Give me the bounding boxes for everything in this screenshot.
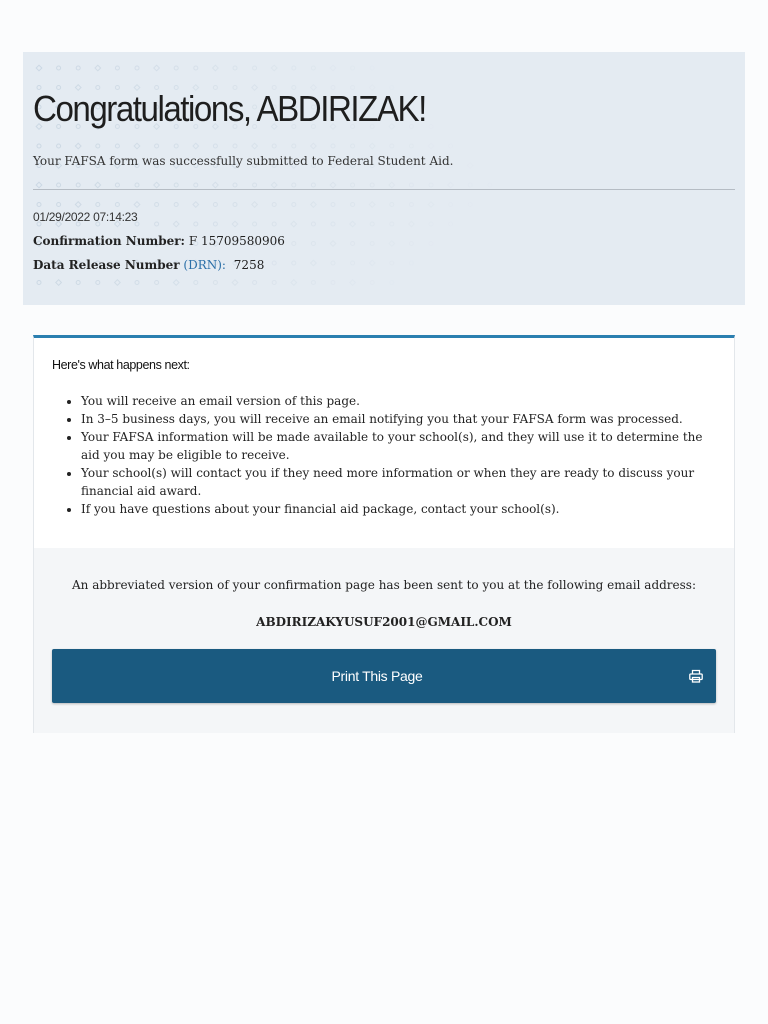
pattern-dot	[331, 261, 335, 265]
pattern-dot	[390, 222, 394, 226]
pattern-dot	[95, 182, 101, 188]
list-item: • Your FAFSA information will be made available to your school(s), and they will use it to determine the aid you may be eligible to receive.	[81, 428, 721, 464]
pattern-dot	[330, 182, 336, 188]
pattern-dot	[253, 183, 257, 187]
pattern-dot	[232, 280, 238, 286]
pattern-dot	[370, 242, 374, 246]
pattern-dot	[155, 281, 159, 285]
pattern-dot	[194, 222, 198, 226]
pattern-dot	[233, 203, 237, 207]
pattern-dot	[311, 242, 315, 246]
pattern-dot	[272, 222, 276, 226]
pattern-dot	[350, 280, 356, 286]
pattern-dot	[311, 222, 315, 226]
pattern-dot	[213, 222, 217, 226]
pattern-dot	[95, 65, 101, 71]
pattern-dot	[390, 261, 394, 265]
pattern-dot	[429, 222, 433, 226]
drn-link[interactable]: DRN	[188, 258, 218, 272]
pattern-dot	[311, 183, 315, 187]
pattern-dot	[57, 203, 61, 207]
email-address: ABDIRIZAKYUSUF2001@GMAIL.COM	[256, 615, 512, 629]
pattern-dot	[331, 203, 335, 207]
next-steps-card	[33, 335, 735, 733]
pattern-dot	[331, 281, 335, 285]
pattern-dot	[488, 183, 492, 187]
pattern-dot	[292, 183, 296, 187]
pattern-dot	[173, 280, 179, 286]
pattern-dot	[57, 66, 61, 70]
pattern-dot	[468, 183, 472, 187]
drn-value: 7258	[233, 258, 265, 272]
pattern-dot	[429, 183, 433, 187]
pattern-dot	[174, 203, 178, 207]
pattern-dot	[252, 143, 258, 149]
pattern-dot	[56, 280, 62, 286]
pattern-dot	[194, 281, 198, 285]
pattern-dot	[96, 144, 100, 148]
pattern-dot	[369, 202, 375, 208]
pattern-dot	[370, 66, 374, 70]
pattern-dot	[155, 203, 159, 207]
pattern-dot	[174, 183, 178, 187]
pattern-dot	[115, 66, 119, 70]
pattern-dot	[291, 221, 297, 227]
pattern-dot	[292, 261, 296, 265]
pattern-dot	[272, 144, 276, 148]
pattern-dot	[233, 144, 237, 148]
drn-row	[33, 258, 264, 272]
pattern-dot	[351, 261, 355, 265]
pattern-dot	[37, 281, 41, 285]
pattern-dot	[350, 221, 356, 227]
pattern-dot	[115, 183, 119, 187]
pattern-dot	[351, 144, 355, 148]
drn-label: Data Release Number	[33, 258, 180, 272]
pattern-dot	[311, 260, 317, 266]
pattern-dot	[449, 203, 453, 207]
pattern-dot	[272, 261, 276, 265]
pattern-dot	[154, 65, 160, 71]
pattern-dot	[213, 144, 217, 148]
pattern-dot	[115, 144, 119, 148]
pattern-dot	[271, 182, 277, 188]
submission-message: Your FAFSA form was successfully submitted to Federal Student Aid.	[33, 154, 454, 168]
pattern-dot	[76, 281, 80, 285]
pattern-dot	[213, 281, 217, 285]
email-confirmation-panel	[34, 548, 734, 733]
pattern-dot	[311, 202, 317, 208]
pattern-dot	[331, 144, 335, 148]
pattern-dot	[331, 222, 335, 226]
pattern-dot	[253, 281, 257, 285]
pattern-dot	[194, 66, 198, 70]
pattern-dot	[292, 203, 296, 207]
list-item: • In 3–5 business days, you will receive an email notifying you that your FAFSA form was processed.	[81, 410, 721, 428]
pattern-dot	[389, 182, 395, 188]
pattern-dot	[389, 241, 395, 247]
pattern-dot	[369, 143, 375, 149]
pattern-dot	[213, 203, 217, 207]
pattern-dot	[390, 203, 394, 207]
pattern-dot	[369, 260, 375, 266]
list-item: • If you have questions about your financial aid package, contact your school(s).	[81, 500, 721, 518]
confirmation-number-label: Confirmation Number:	[33, 234, 185, 248]
pattern-dot	[115, 203, 119, 207]
next-steps-title: Here's what happens next:	[52, 358, 190, 372]
pattern-dot	[135, 183, 139, 187]
pattern-dot	[173, 221, 179, 227]
pattern-dot	[311, 66, 315, 70]
pattern-dot	[390, 144, 394, 148]
pattern-dot	[448, 182, 454, 188]
pattern-dot	[409, 203, 413, 207]
pattern-dot	[449, 144, 453, 148]
pattern-dot	[370, 222, 374, 226]
pattern-dot	[292, 66, 296, 70]
pattern-dot	[134, 202, 140, 208]
pattern-dot	[233, 66, 237, 70]
page-title: Congratulations, ABDIRIZAK!	[33, 88, 426, 129]
drn-close-paren: ):	[217, 258, 226, 272]
pattern-dot	[351, 66, 355, 70]
print-page-button[interactable]	[52, 649, 716, 703]
pattern-dot	[154, 182, 160, 188]
pattern-dot	[409, 261, 413, 265]
pattern-dot	[155, 222, 159, 226]
pattern-dot	[213, 65, 219, 71]
pattern-dot	[193, 202, 199, 208]
pattern-dot	[467, 163, 473, 169]
pattern-dot	[213, 182, 219, 188]
pattern-dot	[428, 143, 434, 149]
pattern-dot	[57, 144, 61, 148]
pattern-dot	[135, 66, 139, 70]
pattern-dot	[390, 281, 394, 285]
printer-icon	[688, 668, 704, 684]
pattern-dot	[272, 281, 276, 285]
pattern-dot	[409, 144, 413, 148]
pattern-dot	[429, 125, 433, 129]
pattern-dot	[96, 281, 100, 285]
pattern-dot	[429, 242, 433, 246]
pattern-dot	[370, 183, 374, 187]
pattern-dot	[96, 203, 100, 207]
pattern-dot	[193, 143, 199, 149]
pattern-dot	[194, 183, 198, 187]
pattern-dot	[291, 280, 297, 286]
pattern-dot	[37, 203, 41, 207]
submission-timestamp: 01/29/2022 07:14:23	[33, 210, 138, 224]
list-item: • Your school(s) will contact you if they need more information or when they are ready to discuss your financial aid award.	[81, 464, 721, 500]
pattern-dot	[75, 202, 81, 208]
pattern-dot	[233, 183, 237, 187]
next-steps-list	[81, 392, 721, 518]
pattern-dot	[37, 144, 41, 148]
pattern-dot	[75, 143, 81, 149]
pattern-dot	[76, 183, 80, 187]
print-button-label: Print This Page	[331, 668, 423, 684]
pattern-dot	[271, 65, 277, 71]
pattern-dot	[409, 242, 413, 246]
pattern-dot	[252, 202, 258, 208]
pattern-dot	[330, 241, 336, 247]
pattern-dot	[351, 242, 355, 246]
confirmation-hero	[23, 52, 745, 305]
pattern-dot	[409, 221, 415, 227]
pattern-dot	[134, 143, 140, 149]
pattern-dot	[232, 221, 238, 227]
pattern-dot	[468, 203, 472, 207]
pattern-dot	[409, 183, 413, 187]
pattern-dot	[253, 222, 257, 226]
pattern-dot	[174, 66, 178, 70]
pattern-dot	[311, 143, 317, 149]
drn-open-paren: (	[183, 258, 189, 272]
pattern-dot	[428, 202, 434, 208]
pattern-dot	[330, 65, 336, 71]
pattern-dot	[135, 281, 139, 285]
pattern-dot	[155, 144, 159, 148]
pattern-dot	[36, 182, 42, 188]
pattern-dot	[351, 203, 355, 207]
confirmation-number-value: F 15709580906	[188, 234, 285, 248]
pattern-dot	[292, 144, 296, 148]
list-item: • You will receive an email version of this page.	[81, 392, 721, 410]
pattern-dot	[253, 66, 257, 70]
pattern-dot	[76, 66, 80, 70]
pattern-dot	[115, 280, 121, 286]
pattern-dot	[272, 203, 276, 207]
pattern-dot	[292, 242, 296, 246]
pattern-dot	[351, 183, 355, 187]
confirmation-number-row	[33, 234, 285, 248]
pattern-dot	[311, 281, 315, 285]
pattern-dot	[449, 222, 453, 226]
pattern-dot	[174, 144, 178, 148]
pattern-dot	[370, 281, 374, 285]
pattern-dot	[57, 183, 61, 187]
pattern-dot	[36, 65, 42, 71]
divider	[33, 189, 735, 190]
email-note: An abbreviated version of your confirmation page has been sent to you at the following email address:	[71, 578, 697, 592]
